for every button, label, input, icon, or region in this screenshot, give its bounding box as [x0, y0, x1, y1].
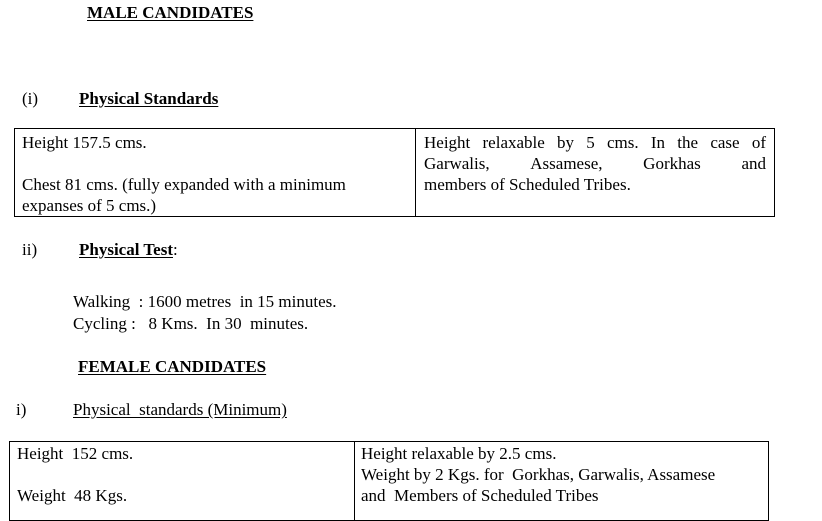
male-standards-right-cell [416, 129, 775, 217]
walking-test-text: Walking : 1600 metres in 15 minutes. [73, 292, 337, 311]
male-test-title: Physical Test [79, 240, 173, 259]
male-test-number: ii) [22, 240, 38, 259]
table-row [10, 442, 769, 521]
male-test-title-wrap [79, 239, 178, 260]
female-relax-line2: Weight by 2 Kgs. for Gorkhas, Garwalis, Assamese [361, 465, 716, 484]
male-height-text: Height 157.5 cms. [22, 133, 147, 152]
male-standards-table [14, 128, 775, 217]
male-standards-left-cell [15, 129, 416, 217]
female-weight-text: Weight 48 Kgs. [17, 486, 128, 505]
female-standards-title: Physical standards (Minimum) [73, 400, 287, 419]
male-standards-title: Physical Standards [79, 89, 219, 108]
male-standards-number: (i) [22, 89, 39, 108]
female-standards-table [9, 441, 769, 521]
male-candidates-heading: MALE CANDIDATES [87, 3, 254, 22]
male-chest-text-line2: expanses of 5 cms.) [22, 196, 157, 215]
cycling-test-text: Cycling : 8 Kms. In 30 minutes. [73, 314, 309, 333]
female-relax-line3: and Members of Scheduled Tribes [361, 486, 599, 505]
male-test-colon: : [173, 240, 178, 259]
male-chest-text-line1: Chest 81 cms. (fully expanded with a minimum [22, 175, 346, 194]
male-relax-line1: Height relaxable by 5 cms. In the case of [424, 133, 766, 152]
female-standards-right-cell [355, 442, 769, 521]
female-standards-number: i) [16, 400, 27, 419]
male-relax-line2: Garwalis, Assamese, Gorkhas and [424, 154, 766, 173]
female-candidates-heading: FEMALE CANDIDATES [78, 357, 267, 376]
male-relax-line3: members of Scheduled Tribes. [424, 175, 631, 194]
female-height-text: Height 152 cms. [17, 444, 134, 463]
female-relax-line1: Height relaxable by 2.5 cms. [361, 444, 557, 463]
table-row [15, 129, 775, 217]
female-standards-left-cell [10, 442, 355, 521]
